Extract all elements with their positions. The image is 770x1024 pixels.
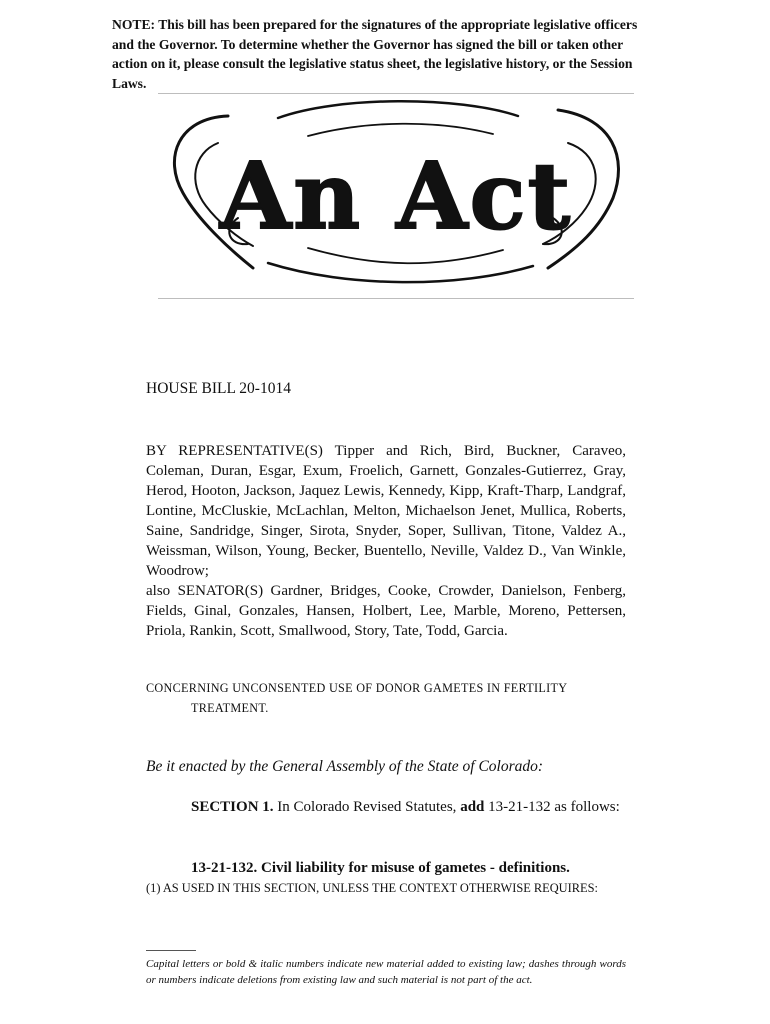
bill-title-line-2: TREATMENT. [191, 701, 269, 715]
bill-title [146, 678, 626, 718]
an-act-title-graphic [158, 98, 634, 294]
footnote: Capital letters or bold & italic numbers indicate new material added to existing law; dashes through words or numbers indicate deletions from existing law and such material is not part of the act. [146, 958, 626, 986]
statute-subsection-1: (1) AS USED IN THIS SECTION, UNLESS THE CONTEXT OTHERWISE REQUIRES: [146, 881, 598, 895]
section-text-after: 13-21-132 as follows: [488, 799, 620, 815]
flourish-top-arc [278, 101, 518, 118]
sponsors-block [146, 441, 626, 641]
bill-title-line-1: CONCERNING UNCONSENTED USE OF DONOR GAMETES IN FERTILITY [146, 681, 568, 695]
statute-heading: 13-21-132. Civil liability for misuse of gametes - definitions. [191, 860, 570, 876]
section-label: SECTION 1. [191, 799, 274, 815]
title-bottom-rule [158, 298, 634, 299]
an-act-lettering: An Act [219, 142, 573, 250]
flourish-bottom-arc-2 [308, 248, 503, 263]
flourish-top-arc-2 [308, 124, 493, 136]
section-text-before: In Colorado Revised Statutes, [277, 799, 457, 815]
flourish-bottom-arc [268, 263, 533, 282]
governor-signature-note: NOTE: This bill has been prepared for the signatures of the appropriate legislative officers and the Governor. To determine whether the Governor has signed the bill or taken other action on it, please consult the legislative status sheet, the legislative history, or the Session Laws. [112, 17, 638, 91]
bill-number: HOUSE BILL 20-1014 [146, 380, 291, 397]
footnote-rule [146, 950, 196, 951]
section-1-intro [146, 797, 626, 817]
house-sponsors: BY REPRESENTATIVE(S) Tipper and Rich, Bird, Buckner, Caraveo, Coleman, Duran, Esgar, Exum, Froelich, Garnett, Gonzales-Gutierrez, Gray, Herod, Hooton, Jackson, Jaquez Lewis, Kennedy, Kipp, Kraft-Tharp, Landgraf, Lontine, McCluskie, McLachlan, Melton, Michaelson Jenet, Mullica, Roberts, Saine, Sandridge, Singer, Sirota, Snyder, Soper, Sullivan, Titone, Valdez A., Weissman, Wilson, Young, Becker, Buentello, Neville, Valdez D., Van Winkle, Woodrow; [146, 443, 626, 579]
section-action: add [460, 799, 485, 815]
enacting-clause: Be it enacted by the General Assembly of the State of Colorado: [146, 758, 544, 775]
senate-sponsors: also SENATOR(S) Gardner, Bridges, Cooke, Crowder, Danielson, Fenberg, Fields, Ginal, Gonzales, Hansen, Holbert, Lee, Marble, Moreno, Pettersen, Priola, Rankin, Scott, Smallwood, Story, Tate, Todd, Garcia. [146, 583, 626, 639]
title-top-rule [158, 93, 634, 94]
statute-block [146, 858, 626, 898]
